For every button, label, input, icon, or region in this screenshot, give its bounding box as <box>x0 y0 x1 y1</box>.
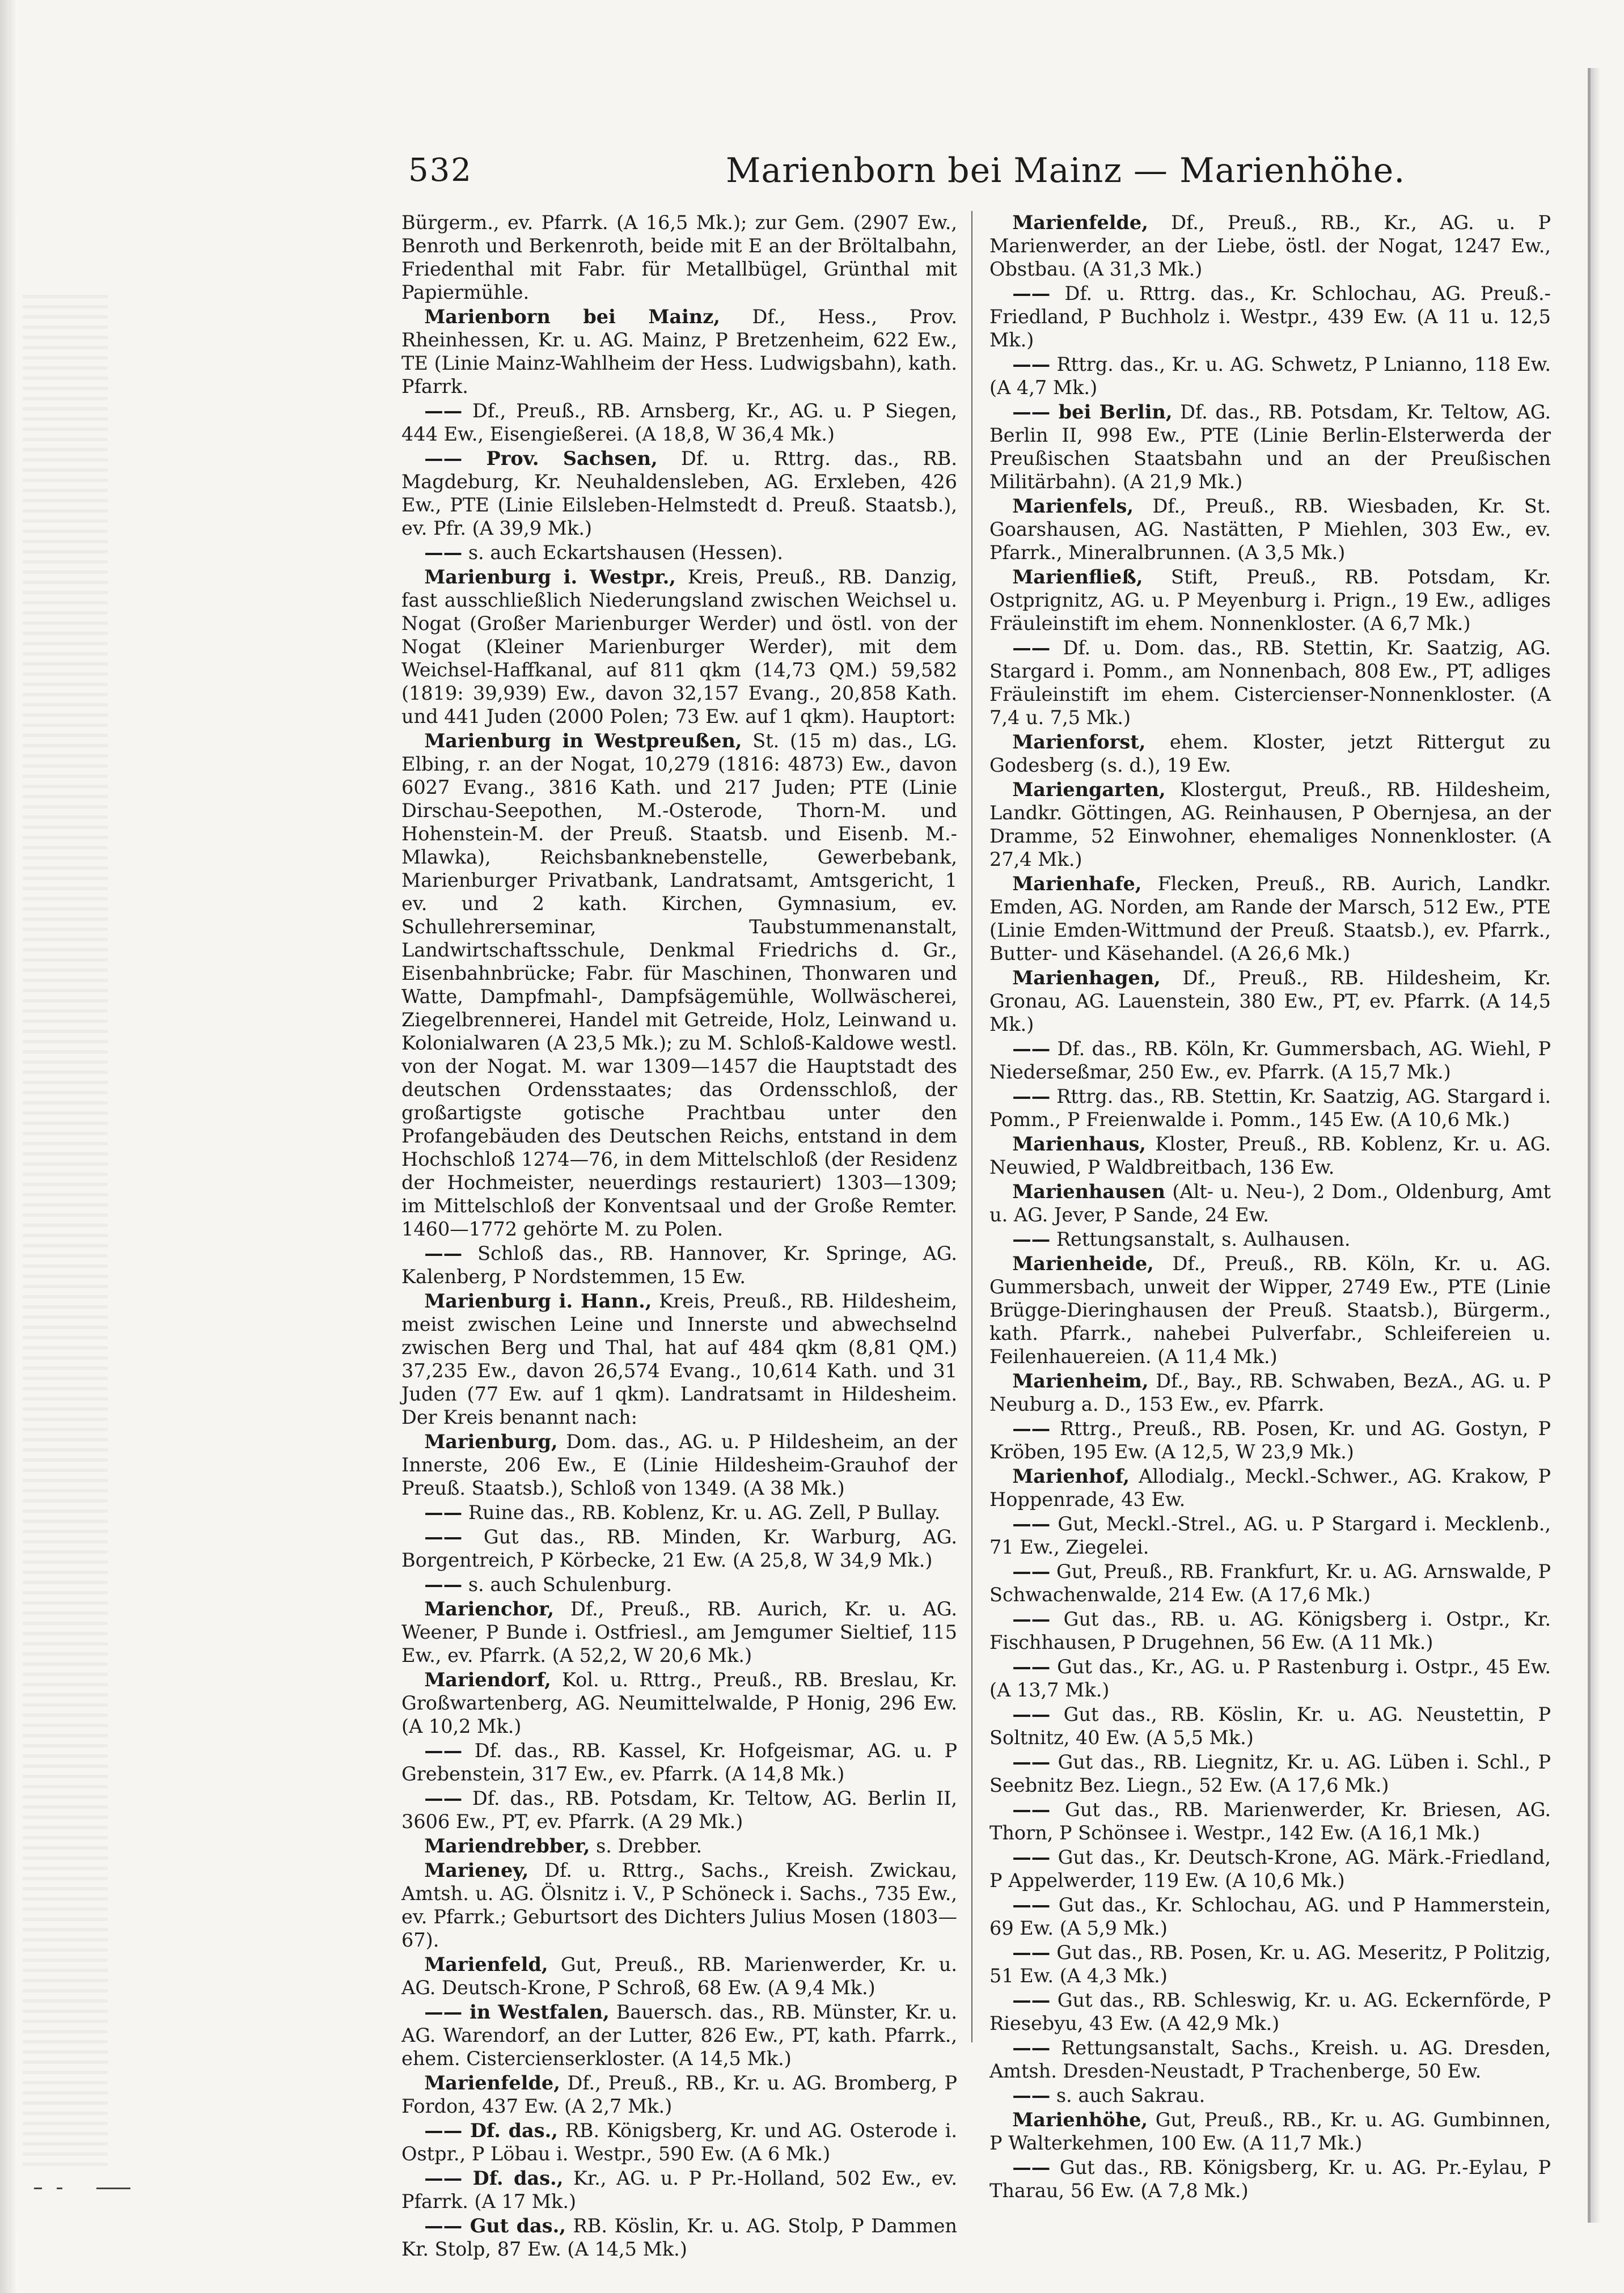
entry-headword: Mariendrebber, <box>424 1835 590 1857</box>
entry-text: Rettungsanstalt, Sachs., Kreish. u. AG. Dresden, Amtsh. Dresden-Neustadt, P Trachenberge, 50 Ew. <box>989 2037 1551 2082</box>
entry-headword: Marienfelde, <box>424 2072 560 2094</box>
dictionary-entry <box>401 1501 957 1524</box>
dictionary-entry <box>989 872 1551 965</box>
entry-text: s. auch Eckartshausen (Hessen). <box>462 541 783 564</box>
entry-headword: —— Df. das., <box>424 2119 558 2142</box>
dictionary-entry <box>989 1798 1551 1844</box>
entry-text: Df., Preuß., RB. Köln, Kr. u. AG. Gummersbach, unweit der Wipper, 2749 Ew., PTE (Linie Brügge-Dieringhausen der Preuß. Staatsb.), Bürgerm., kath. Pfarrk., nahebei Pulverfabr., Schleifereien u. Feilenhauereien. (A 11,4 Mk.) <box>989 1253 1551 1368</box>
entry-text: Gut das., RB. u. AG. Königsberg i. Ostpr., Kr. Fischhausen, P Drugehnen, 56 Ew. (A 11 Mk.) <box>989 1608 1551 1653</box>
dictionary-entry <box>989 1180 1551 1226</box>
entry-text: Allodialg., Meckl.-Schwer., AG. Krakow, P Hoppenrade, 43 Ew. <box>989 1465 1551 1511</box>
entry-headword: Marienfelde, <box>1012 211 1148 234</box>
dictionary-entry <box>401 1525 957 1572</box>
page-number: 532 <box>408 152 472 189</box>
entry-headword: —— <box>424 1242 463 1264</box>
dictionary-entry <box>989 211 1551 281</box>
entry-headword: —— <box>424 1573 463 1596</box>
entry-headword: —— Prov. Sachsen, <box>424 447 658 469</box>
entry-text: Kreis, Preuß., RB. Hildesheim, meist zwischen Leine und Innerste und abwechselnd zwischen Berg und Thal, hat auf 484 qkm (8,81 QM.) 37,235 Ew., davon 26,574 Evang., 10,614 Kath. und 31 Juden (77 Ew. auf 1 qkm). Landratsamt in Hildesheim. Der Kreis benannt nach: <box>401 1290 957 1428</box>
dictionary-entry <box>989 1417 1551 1463</box>
entry-text: Kol. u. Rttrg., Preuß., RB. Breslau, Kr. Großwartenberg, AG. Neumittelwalde, P Honig, 296 Ew. (A 10,2 Mk.) <box>401 1669 957 1737</box>
dictionary-entry <box>989 2084 1551 2107</box>
dictionary-entry <box>989 2036 1551 2083</box>
entry-headword: Marienhöhe, <box>1012 2109 1148 2131</box>
entry-text: Klostergut, Preuß., RB. Hildesheim, Landkr. Göttingen, AG. Reinhausen, P Obernjesa, an der Dramme, 52 Einwohner, ehemaliges Nonnenkloster. (A 27,4 Mk.) <box>989 779 1551 870</box>
entry-text: Df. u. Dom. das., RB. Stettin, Kr. Saatzig, AG. Stargard i. Pomm., am Nonnenbach, 808 Ew., PT, adliges Fräuleinstift im ehem. Cistercienser-Nonnenkloster. (A 7,4 u. 7,5 Mk.) <box>989 637 1551 729</box>
entry-text: RB. Köslin, Kr. u. AG. Stolp, P Dammen Kr. Stolp, 87 Ew. (A 14,5 Mk.) <box>401 2215 957 2260</box>
dictionary-entry <box>401 2071 957 2118</box>
left-column <box>401 211 957 2260</box>
entry-text: Gut das., RB. Marienwerder, Kr. Briesen, AG. Thorn, P Schönsee i. Westpr., 142 Ew. (A 16,1 Mk.) <box>989 1799 1551 1844</box>
entry-text: Kr., AG. u. P Pr.-Holland, 502 Ew., ev. Pfarrk. (A 17 Mk.) <box>401 2167 957 2212</box>
column-divider <box>971 211 972 2042</box>
entry-headword: —— <box>1012 1513 1051 1535</box>
entry-headword: Marienfließ, <box>1012 566 1143 588</box>
dictionary-entry <box>401 1787 957 1833</box>
dictionary-entry <box>401 565 957 728</box>
entry-text: Gut, Meckl.-Strel., AG. u. P Stargard i. Mecklenb., 71 Ew., Ziegelei. <box>989 1513 1551 1558</box>
entry-headword: Marienhaus, <box>1012 1133 1146 1155</box>
entry-headword: —— <box>424 400 463 422</box>
entry-headword: Marienburg in Westpreußen, <box>424 730 742 752</box>
entry-headword: Marienhof, <box>1012 1465 1130 1487</box>
entry-text: RB. Königsberg, Kr. und AG. Osterode i. Ostpr., P Löbau i. Westpr., 590 Ew. (A 6 Mk.) <box>401 2119 957 2165</box>
dictionary-entry <box>401 2167 957 2213</box>
dictionary-entry <box>989 636 1551 729</box>
dictionary-entry <box>401 1834 957 1858</box>
entry-headword: Marienhagen, <box>1012 967 1161 989</box>
dictionary-entry <box>989 1893 1551 1940</box>
dictionary-entry <box>989 1560 1551 1606</box>
entry-text: Gut, Preuß., RB. Frankfurt, Kr. u. AG. Arnswalde, P Schwachenwalde, 214 Ew. (A 17,6 Mk.) <box>989 1560 1551 1606</box>
entry-headword: —— <box>1012 1085 1051 1107</box>
dictionary-entry <box>989 1085 1551 1131</box>
entry-headword: —— <box>1012 1608 1051 1630</box>
dictionary-entry <box>401 1597 957 1667</box>
entry-text: Gut das., Kr. Deutsch-Krone, AG. Märk.-Friedland, P Appelwerder, 119 Ew. (A 10,6 Mk.) <box>989 1846 1551 1892</box>
entry-headword: —— <box>1012 1228 1051 1250</box>
entry-text: Stift, Preuß., RB. Potsdam, Kr. Ostprignitz, AG. u. P Meyenburg i. Prign., 19 Ew., adliges Fräuleinstift im ehem. Nonnenkloster. (A 6,7 Mk.) <box>989 566 1551 634</box>
dictionary-entry <box>401 1953 957 1999</box>
dictionary-entry <box>401 2119 957 2165</box>
entry-text: Df. das., RB. Kassel, Kr. Hofgeismar, AG. u. P Grebenstein, 317 Ew., ev. Pfarrk. (A 14,8 Mk.) <box>401 1740 957 1785</box>
dictionary-entry <box>989 1989 1551 2035</box>
entry-headword: —— <box>1012 1703 1051 1725</box>
entry-headword: Mariendorf, <box>424 1669 551 1691</box>
entry-text: Flecken, Preuß., RB. Aurich, Landkr. Emden, AG. Norden, am Rande der Marsch, 512 Ew., PTE (Linie Emden-Wittmund der Preuß. Staatsb.), ev. Pfarrk., Butter- und Käsehandel. (A 26,6 Mk.) <box>989 873 1551 964</box>
entry-text: s. auch Sakrau. <box>1050 2084 1206 2106</box>
right-column <box>989 211 1551 2202</box>
dictionary-entry <box>989 966 1551 1036</box>
dictionary-entry <box>989 282 1551 352</box>
running-head: Marienborn bei Mainz — Marienhöhe. <box>726 151 1406 191</box>
entry-text: Df. das., RB. Potsdam, Kr. Teltow, AG. Berlin II, 998 Ew., PTE (Linie Berlin-Elsterwerda der Preußischen Staatsbahn und an der Preußischen Militärbahn). (A 21,9 Mk.) <box>989 401 1551 493</box>
entry-text: s. Drebber. <box>590 1835 702 1857</box>
entry-headword: —— <box>1012 1560 1051 1583</box>
dictionary-entry <box>401 1289 957 1429</box>
entry-text: Gut, Preuß., RB. Marienwerder, Kr. u. AG. Deutsch-Krone, P Schroß, 68 Ew. (A 9,4 Mk.) <box>401 1953 957 1999</box>
entry-headword: —— <box>1012 1418 1051 1440</box>
entry-text: Df. u. Rttrg., Sachs., Kreish. Zwickau, Amtsh. u. AG. Ölsnitz i. V., P Schöneck i. Sachs., 735 Ew., ev. Pfarrk.; Geburtsort des Dichters Julius Mosen (1803—67). <box>401 1859 957 1951</box>
entry-headword: Marieney, <box>424 1859 529 1881</box>
entry-text: Bürgerm., ev. Pfarrk. (A 16,5 Mk.); zur Gem. (2907 Ew., Benroth und Berkenroth, beide mit E an der Bröltalbahn, Friedenthal mit Fabr. für Metallbügel, Grünthal mit Papiermühle. <box>401 211 957 303</box>
dictionary-entry <box>989 1607 1551 1654</box>
dictionary-entry <box>989 1703 1551 1749</box>
dictionary-entry <box>989 1750 1551 1797</box>
entry-headword: Marienheim, <box>1012 1370 1149 1392</box>
entry-headword: Marienforst, <box>1012 731 1146 753</box>
dictionary-entry <box>401 1573 957 1596</box>
entry-text: Gut das., Kr., AG. u. P Rastenburg i. Ostpr., 45 Ew. (A 13,7 Mk.) <box>989 1656 1551 1701</box>
dictionary-entry <box>989 1228 1551 1251</box>
entry-headword: —— <box>1012 282 1051 304</box>
entry-headword: —— <box>1012 1894 1051 1916</box>
entry-headword: —— <box>1012 2037 1051 2059</box>
entry-headword: —— <box>1012 1989 1051 2011</box>
entry-text: (Alt- u. Neu-), 2 Dom., Oldenburg, Amt u. AG. Jever, P Sande, 24 Ew. <box>989 1181 1551 1226</box>
entry-text: s. auch Schulenburg. <box>462 1573 672 1596</box>
entry-text: Rttrg. das., RB. Stettin, Kr. Saatzig, AG. Stargard i. Pomm., P Freienwalde i. Pomm., 145 Ew. (A 10,6 Mk.) <box>989 1085 1551 1131</box>
entry-headword: —— <box>1012 2156 1051 2178</box>
entry-text: Df. das., RB. Köln, Kr. Gummersbach, AG. Wiehl, P Niederseßmar, 250 Ew., ev. Pfarrk. (A 15,7 Mk.) <box>989 1038 1551 1083</box>
entry-headword: —— <box>424 1740 463 1762</box>
entry-headword: Marienhausen <box>1012 1181 1165 1203</box>
dictionary-entry <box>989 353 1551 399</box>
entry-text: Df., Preuß., RB. Hildesheim, Kr. Gronau, AG. Lauenstein, 380 Ew., PT, ev. Pfarrk. (A 14,5 Mk.) <box>989 967 1551 1035</box>
dictionary-entry <box>989 1655 1551 1702</box>
entry-text: Df., Bay., RB. Schwaben, BezA., AG. u. P Neuburg a. D., 153 Ew., ev. Pfarrk. <box>989 1370 1551 1415</box>
dictionary-entry <box>989 565 1551 635</box>
entry-headword: Marienfels, <box>1012 495 1134 517</box>
dictionary-entry <box>401 305 957 398</box>
scan-right-edge <box>1588 68 1601 2223</box>
entry-text: Df., Preuß., RB., Kr. u. AG. Bromberg, P Fordon, 437 Ew. (A 2,7 Mk.) <box>401 2072 957 2117</box>
entry-text: St. (15 m) das., LG. Elbing, r. an der Nogat, 10,279 (1816: 4873) Ew., davon 6027 Evang., 3816 Kath. und 217 Juden; PTE (Linie Dirschau-Seepothen, M.-Osterode, Thorn-M. und Hohenstein-M. der Preuß. Staatsb. und Eisenb. M.-Mlawka), Reichsbanknebenstelle, Gewerbebank, Marienburger Privatbank, Landratsamt, Amtsgericht, 1 ev. und 2 kath. Kirchen, Gymnasium, ev. Schullehrerseminar, Taubstummenanstalt, Landwirtschaftsschule, Denkmal Friedrichs d. Gr., Eisenbahnbrücke; Fabr. für Maschinen, Thonwaren und Watte, Dampfmahl-, Dampfsägemühle, Wollwäscherei, Ziegelbrennerei, Handel mit Getreide, Holz, Leinwand u. Kolonialwaren (A 23,5 Mk.); zu M. Schloß-Kaldowe westl. von der Nogat. M. war 1309—1457 die Hauptstadt des deutschen Ordensstaates; das Ordensschloß, der großartigste gotische Prachtbau unter den Profangebäuden des Deutschen Reichs, entstand in dem Hochschloß 1274—76, in dem Mittelschloß (der Residenz der Hochmeister, neuerdings restauriert) 1303—1309; im Mittelschloß der Konventsaal und der Große Remter. 1460—1772 gehörte M. zu Polen. <box>401 730 957 1240</box>
entry-text: Dom. das., AG. u. P Hildesheim, an der Innerste, 206 Ew., E (Linie Hildesheim-Grauhof der Preuß. Staatsb.), Schloß von 1349. (A 38 Mk.) <box>401 1431 957 1499</box>
entry-headword: Marienburg i. Hann., <box>424 1290 652 1312</box>
entry-text: Df. das., RB. Potsdam, Kr. Teltow, AG. Berlin II, 3606 Ew., PT, ev. Pfarrk. (A 29 Mk.) <box>401 1787 957 1833</box>
entry-text: Rettungsanstalt, s. Aulhausen. <box>1050 1228 1351 1250</box>
entry-text: Df., Hess., Prov. Rheinhessen, Kr. u. AG. Mainz, P Bretzenheim, 622 Ew., TE (Linie Mainz-Wahlheim der Hess. Ludwigsbahn), kath. Pfarrk. <box>401 306 957 397</box>
entry-headword: —— Df. das., <box>424 2167 564 2189</box>
entry-headword: —— <box>1012 2084 1051 2106</box>
entry-text: Kloster, Preuß., RB. Koblenz, Kr. u. AG. Neuwied, P Waldbreitbach, 136 Ew. <box>989 1133 1551 1178</box>
scan-marks <box>34 2177 215 2200</box>
entry-headword: —— <box>424 1526 463 1548</box>
dictionary-entry <box>401 1430 957 1500</box>
dictionary-entry <box>989 2108 1551 2155</box>
entry-text: Gut das., RB. Schleswig, Kr. u. AG. Eckernförde, P Riesebyu, 43 Ew. (A 42,9 Mk.) <box>989 1989 1551 2034</box>
entry-text: Df., Preuß., RB. Aurich, Kr. u. AG. Weener, P Bunde i. Ostfriesl., am Jemgumer Sieltief, 115 Ew., ev. Pfarrk. (A 52,2, W 20,6 Mk.) <box>401 1598 957 1666</box>
dictionary-entry <box>989 1941 1551 1987</box>
dictionary-entry <box>401 447 957 540</box>
dictionary-entry <box>401 2000 957 2070</box>
entry-text: Gut das., RB. Königsberg, Kr. u. AG. Pr.-Eylau, P Tharau, 56 Ew. (A 7,8 Mk.) <box>989 2156 1551 2202</box>
entry-text: Df. u. Rttrg. das., RB. Magdeburg, Kr. Neuhaldensleben, AG. Erxleben, 426 Ew., PTE (Linie Eilsleben-Helmstedt d. Preuß. Staatsb.), ev. Pfr. (A 39,9 Mk.) <box>401 447 957 539</box>
entry-text: Df. u. Rttrg. das., Kr. Schlochau, AG. Preuß.-Friedland, P Buchholz i. Westpr., 439 Ew. (A 11 u. 12,5 Mk.) <box>989 282 1551 351</box>
entry-text: Ruine das., RB. Koblenz, Kr. u. AG. Zell, P Bullay. <box>462 1501 941 1524</box>
entry-text: Kreis, Preuß., RB. Danzig, fast ausschließlich Niederungsland zwischen Weichsel u. Nogat (Großer Marienburger Werder) und östl. von der Nogat (Kleiner Marienburger Werder), mit dem Weichsel-Haffkanal, auf 811 qkm (14,73 QM.) 59,582 (1819: 39,939) Ew., davon 32,157 Evang., 20,858 Kath. und 441 Juden (2000 Polen; 73 Ew. auf 1 qkm). Hauptort: <box>401 566 957 727</box>
dictionary-entry <box>401 399 957 446</box>
entry-headword: Mariengarten, <box>1012 779 1166 801</box>
entry-headword: —— <box>1012 1751 1051 1773</box>
dictionary-entry <box>989 1465 1551 1511</box>
entry-text: Gut das., RB. Liegnitz, Kr. u. AG. Lüben i. Schl., P Seebnitz Bez. Liegn., 52 Ew. (A 17,6 Mk.) <box>989 1751 1551 1796</box>
entry-headword: Marienchor, <box>424 1598 554 1620</box>
dictionary-entry <box>989 730 1551 777</box>
entry-headword: —— bei Berlin, <box>1012 401 1173 423</box>
entry-text: ehem. Kloster, jetzt Rittergut zu Godesberg (s. d.), 19 Ew. <box>989 731 1551 776</box>
entry-text: Bauersch. das., RB. Münster, Kr. u. AG. Warendorf, an der Lutter, 826 Ew., PT, kath. Pfarrk., ehem. Cistercienserkloster. (A 14,5 Mk.) <box>401 2001 957 2070</box>
entry-headword: —— <box>1012 1846 1051 1868</box>
entry-headword: —— <box>424 1501 463 1524</box>
dictionary-entry <box>989 1512 1551 1559</box>
entry-headword: —— <box>1012 1941 1051 1964</box>
entry-text: Gut, Preuß., RB., Kr. u. AG. Gumbinnen, P Walterkehmen, 100 Ew. (A 11,7 Mk.) <box>989 2109 1551 2154</box>
entry-headword: Marienburg, <box>424 1431 558 1453</box>
dictionary-entry <box>401 2214 957 2261</box>
dictionary-entry <box>401 1859 957 1952</box>
dictionary-entry <box>989 1132 1551 1179</box>
dictionary-entry <box>989 400 1551 493</box>
dictionary-entry <box>989 1846 1551 1892</box>
dictionary-entry <box>989 494 1551 564</box>
dictionary-entry <box>401 729 957 1241</box>
entry-text: Df., Preuß., RB., Kr., AG. u. P Marienwerder, an der Liebe, östl. der Nogat, 1247 Ew., Obstbau. (A 31,3 Mk.) <box>989 211 1551 280</box>
entry-headword: Marienfeld, <box>424 1953 548 1975</box>
entry-text: Gut das., RB. Posen, Kr. u. AG. Meseritz, P Politzig, 51 Ew. (A 4,3 Mk.) <box>989 1941 1551 1987</box>
dictionary-entry <box>989 778 1551 871</box>
dictionary-entry <box>401 541 957 564</box>
page-header <box>408 147 1406 198</box>
entry-text: Gut das., RB. Köslin, Kr. u. AG. Neustettin, P Soltnitz, 40 Ew. (A 5,5 Mk.) <box>989 1703 1551 1749</box>
entry-text: Df., Preuß., RB. Wiesbaden, Kr. St. Goarshausen, AG. Nastätten, P Miehlen, 303 Ew., ev. Pfarrk., Mineralbrunnen. (A 3,5 Mk.) <box>989 495 1551 564</box>
entry-headword: —— <box>424 1787 463 1809</box>
entry-headword: —— Gut das., <box>424 2215 566 2237</box>
entry-text: Df., Preuß., RB. Arnsberg, Kr., AG. u. P Siegen, 444 Ew., Eisengießerei. (A 18,8, W 36,4 Mk.) <box>401 400 957 445</box>
scan-stain <box>23 295 108 2166</box>
dictionary-entry <box>989 1252 1551 1368</box>
entry-headword: —— <box>1012 1799 1051 1821</box>
entry-headword: Marienhafe, <box>1012 873 1142 895</box>
dictionary-entry <box>401 211 957 304</box>
entry-text: Rttrg., Preuß., RB. Posen, Kr. und AG. Gostyn, P Kröben, 195 Ew. (A 12,5, W 23,9 Mk.) <box>989 1418 1551 1463</box>
dictionary-entry <box>401 1242 957 1288</box>
entry-headword: Marienheide, <box>1012 1253 1154 1275</box>
dictionary-entry <box>989 1037 1551 1084</box>
entry-headword: —— <box>1012 353 1051 375</box>
dictionary-entry <box>989 2156 1551 2202</box>
dictionary-entry <box>401 1739 957 1786</box>
scan-left-edge <box>0 0 17 2293</box>
entry-headword: —— <box>1012 1038 1051 1060</box>
entry-headword: Marienborn bei Mainz, <box>424 306 720 328</box>
entry-text: Schloß das., RB. Hannover, Kr. Springe, AG. Kalenberg, P Nordstemmen, 15 Ew. <box>401 1242 957 1288</box>
entry-text: Gut das., Kr. Schlochau, AG. und P Hammerstein, 69 Ew. (A 5,9 Mk.) <box>989 1894 1551 1939</box>
entry-headword: —— <box>1012 1656 1051 1678</box>
entry-text: Gut das., RB. Minden, Kr. Warburg, AG. Borgentreich, P Körbecke, 21 Ew. (A 25,8, W 34,9 Mk.) <box>401 1526 957 1571</box>
entry-headword: Marienburg i. Westpr., <box>424 566 676 588</box>
entry-headword: —— <box>1012 637 1051 659</box>
entry-text: Rttrg. das., Kr. u. AG. Schwetz, P Lnianno, 118 Ew. (A 4,7 Mk.) <box>989 353 1551 399</box>
entry-headword: —— <box>424 541 463 564</box>
dictionary-entry <box>989 1369 1551 1416</box>
dictionary-entry <box>401 1668 957 1738</box>
entry-headword: —— in Westfalen, <box>424 2001 610 2023</box>
